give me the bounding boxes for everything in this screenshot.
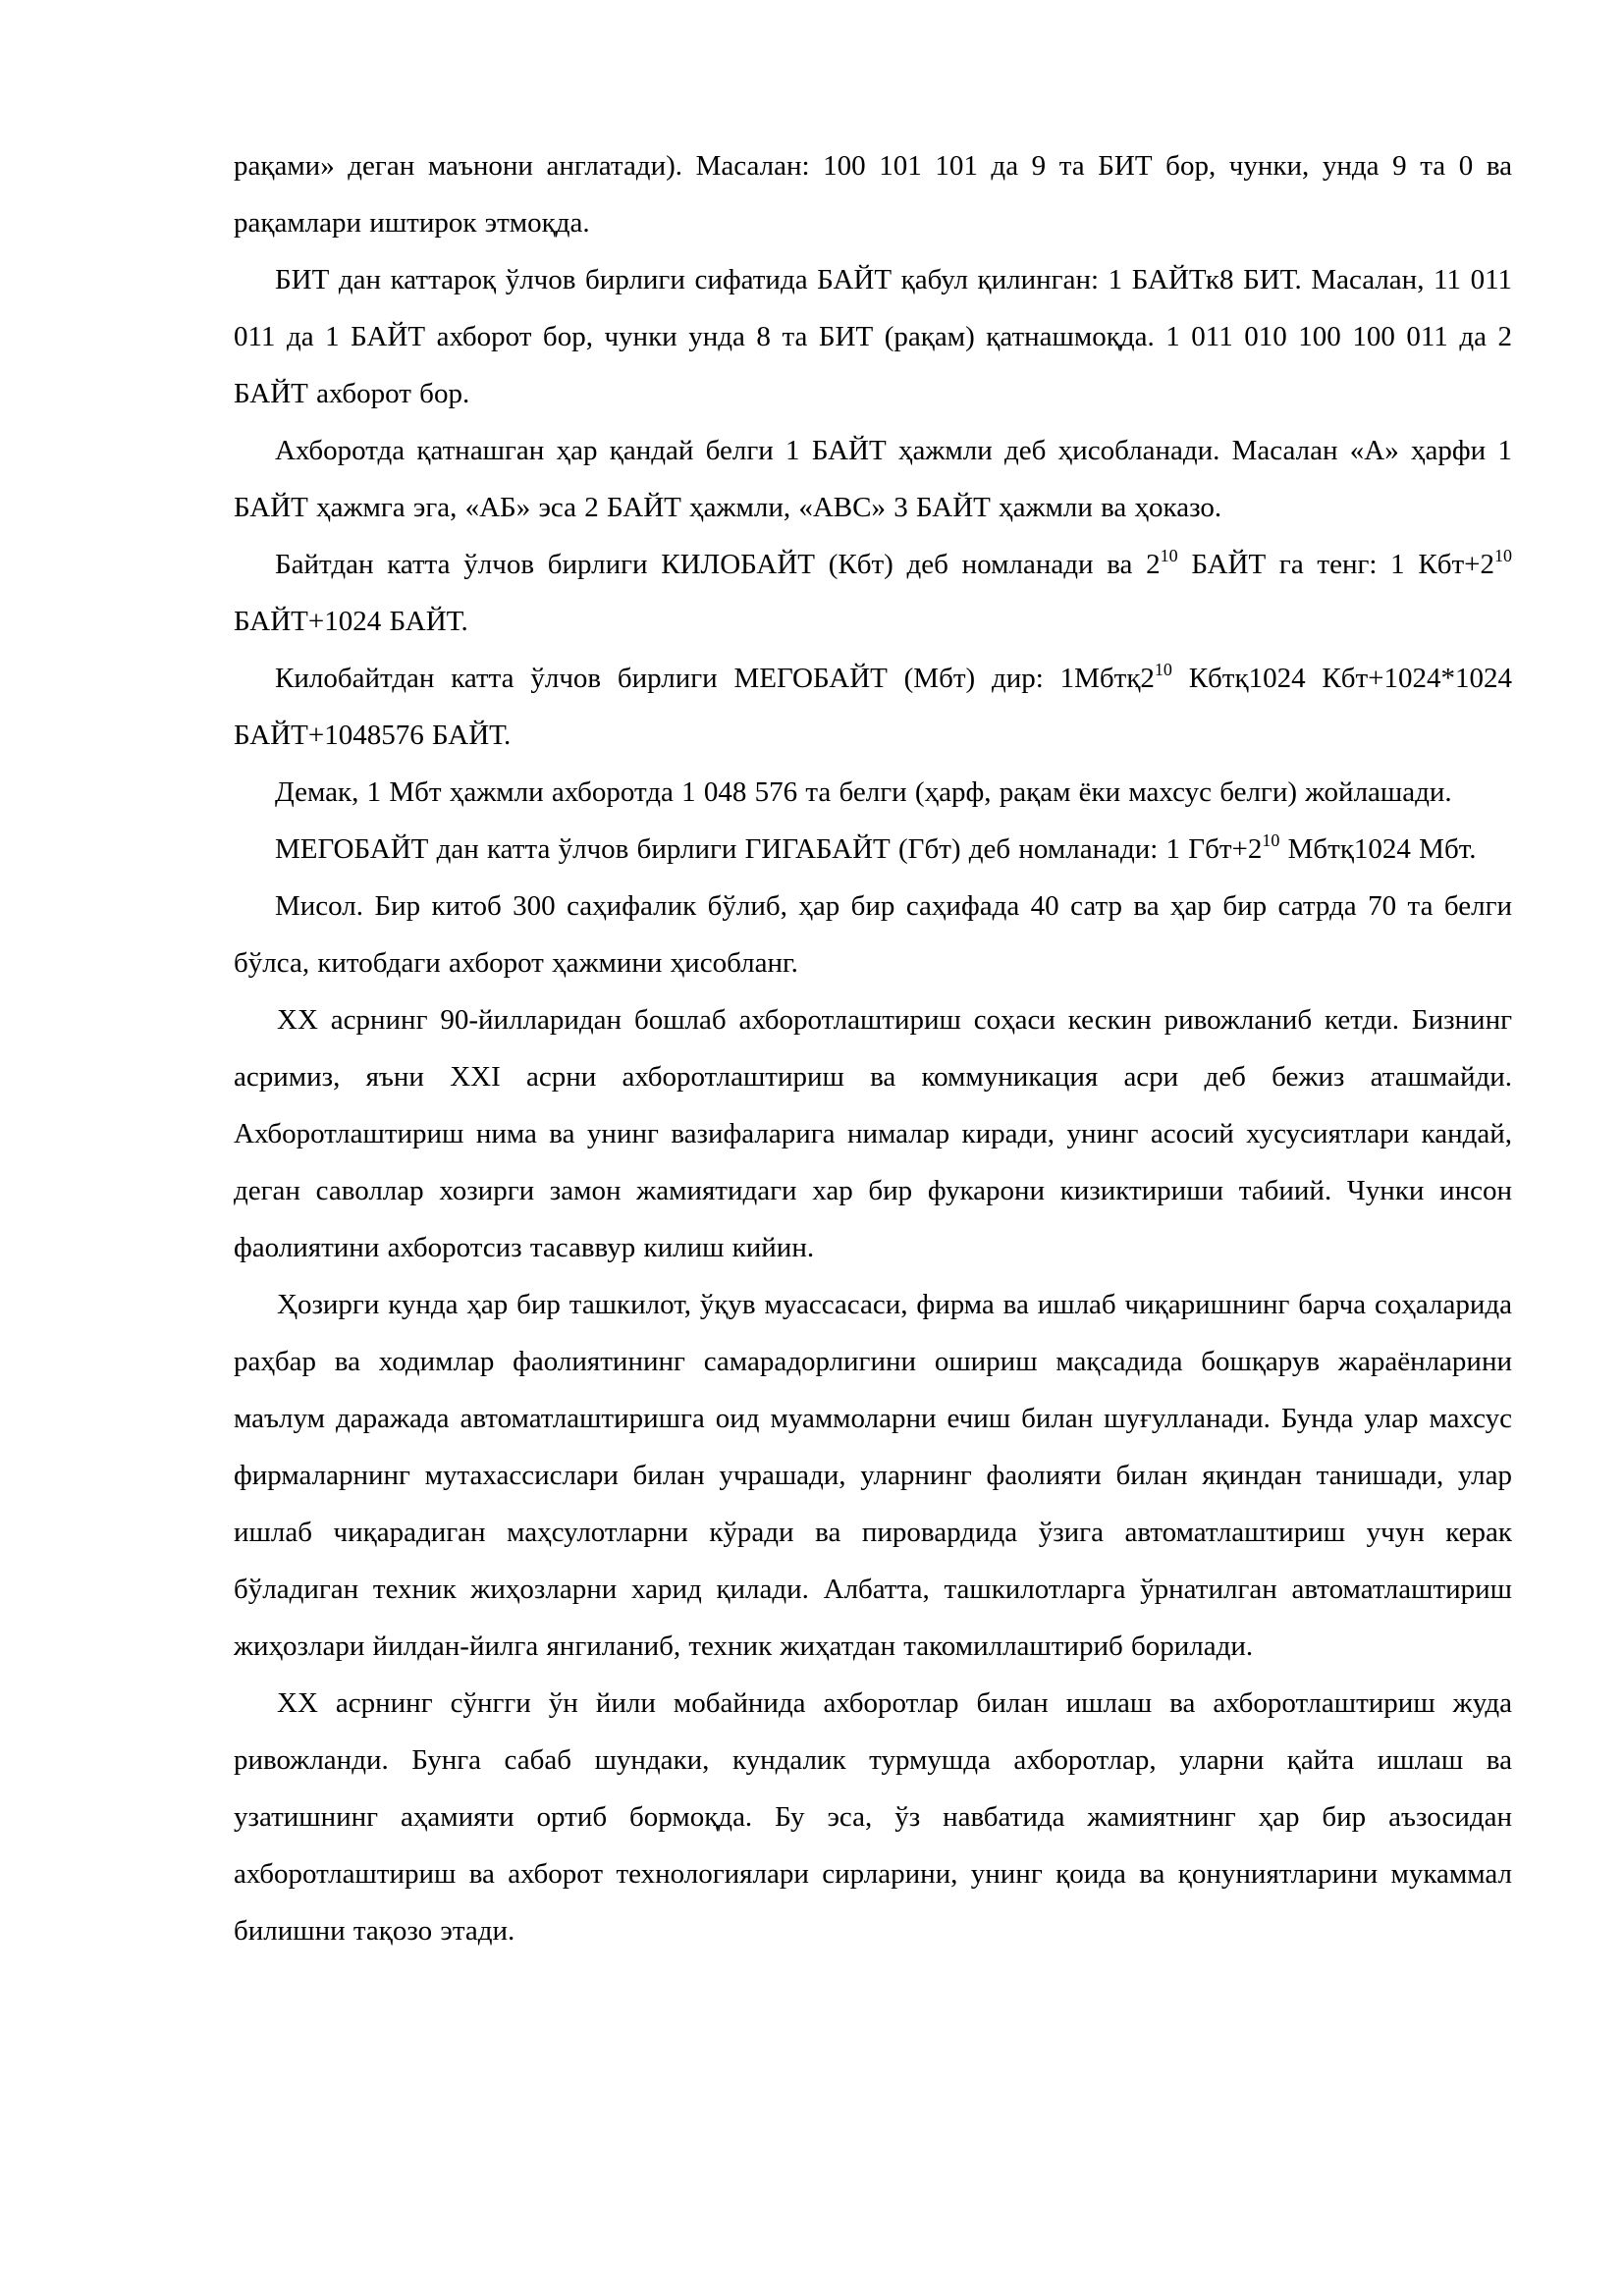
paragraph-text: Мисол. Бир китоб 300 саҳифалик бўлиб, ҳар бир саҳифада 40 сатр ва ҳар бир сатрда 70 та белги бўлса, китобдаги ахборот ҳажмини ҳисобланг. [234,890,1512,979]
paragraph-text: XX асрнинг сўнгги ўн йили мобайнида ахборотлар билан ишлаш ва ахборотлаштириш жуда ривожланди. Бунга сабаб шундаки, кундалик турмушда ахборотлар, уларни қайта ишлаш ва узатишнинг аҳамияти ортиб бормоқда. Бу эса, ўз навбатида жамиятнинг ҳар бир аъзосидан ахборотлаштириш ва ахборот технологиялари сирларини, унинг қоида ва қонуниятларини мукаммал билишни тақозо этади. [234,1687,1512,1947]
paragraph-4 [234,536,1512,650]
paragraph-3 [234,422,1512,536]
superscript-exponent: 10 [1262,830,1280,850]
paragraph-text: Демак, 1 Мбт ҳажмли ахборотда 1 048 576 та белги (ҳарф, рақам ёки махсус белги) жойлашади. [275,776,1452,808]
paragraph-2 [234,251,1512,422]
paragraph-text: Ҳозирги кунда ҳар бир ташкилот, ўқув муассасаси, фирма ва ишлаб чиқаришнинг барча соҳаларида раҳбар ва ходимлар фаолиятининг самарадорлигини ошириш мақсадида бошқарув жараёнларини маълум даражада автоматлаштиришга оид муаммоларни ечиш билан шуғулланади. Бунда улар махсус фирмаларнинг мутахассислари билан учрашади, уларнинг фаолияти билан яқиндан танишади, улар ишлаб чиқарадиган маҳсулотларни кўради ва пировардида ўзига автоматлаштириш учун керак бўладиган техник жиҳозларни харид қилади. Албатта, ташкилотларга ўрнатилган автоматлаштириш жиҳозлари йилдан-йилга янгиланиб, техник жиҳатдан такомиллаштириб борилади. [234,1289,1512,1662]
paragraph-text: Килобайтдан катта ўлчов бирлиги МЕГОБАЙТ (Мбт) дир: 1Мбтқ2 [275,663,1155,694]
paragraph-text: Кбтқ1024 Кбт+1024*1024 БАЙТ+1048576 БАЙТ. [234,663,1512,751]
superscript-exponent: 10 [1154,660,1172,679]
paragraph-6 [234,764,1512,821]
paragraph-text: БАЙТ+1024 БАЙТ. [234,606,468,637]
paragraph-text: БАЙТ га тенг: 1 Кбт+2 [1177,549,1494,580]
paragraph-10 [234,1276,1512,1675]
paragraph-1 [234,137,1512,251]
superscript-exponent: 10 [1160,546,1178,565]
paragraph-text: рақами» деган маънони англатади). Масалан: 100 101 101 да 9 та БИТ бор, чунки, унда 9 та 0 ва рақамлари иштирок этмоқда. [234,150,1512,239]
paragraph-8 [234,878,1512,991]
paragraph-9 [234,991,1512,1276]
paragraph-text: XX асрнинг 90-йилларидан бошлаб ахборотлаштириш соҳаси кескин ривожланиб кетди. Бизнинг асримиз, яъни XXI асрни ахборотлаштириш ва коммуникация асри деб бежиз аташмайди. Ахборотлаштириш нима ва унинг вазифаларига нималар киради, унинг асосий хусусиятлари кандай, деган саволлар хозирги замон жамиятидаги хар бир фукарони кизиктириши табиий. Чунки инсон фаолиятини ахборотсиз тасаввур килиш кийин. [234,1004,1512,1263]
paragraph-text: Мбтқ1024 Мбт. [1279,833,1477,865]
paragraph-text: Байтдан катта ўлчов бирлиги КИЛОБАЙТ (Кбт) деб номланади ва 2 [275,549,1161,580]
paragraph-text: Ахборотда қатнашган ҳар қандай белги 1 БАЙТ ҳажмли деб ҳисобланади. Масалан «А» ҳарфи 1 БАЙТ ҳажмга эга, «АБ» эса 2 БАЙТ ҳажмли, «АВС» 3 БАЙТ ҳажмли ва ҳоказо. [234,435,1512,523]
paragraph-11 [234,1675,1512,1959]
superscript-exponent: 10 [1494,546,1512,565]
paragraph-text: МЕГОБАЙТ дан катта ўлчов бирлиги ГИГАБАЙТ (Гбт) деб номланади: 1 Гбт+2 [275,833,1263,865]
document-page [234,137,1512,1959]
paragraph-7 [234,821,1512,878]
paragraph-5 [234,650,1512,764]
paragraph-text: БИТ дан каттароқ ўлчов бирлиги сифатида БАЙТ қабул қилинган: 1 БАЙТк8 БИТ. Масалан, 11 011 011 да 1 БАЙТ ахборот бор, чунки унда 8 та БИТ (рақам) қатнашмоқда. 1 011 010 100 100 011 да 2 БАЙТ ахборот бор. [234,264,1512,409]
